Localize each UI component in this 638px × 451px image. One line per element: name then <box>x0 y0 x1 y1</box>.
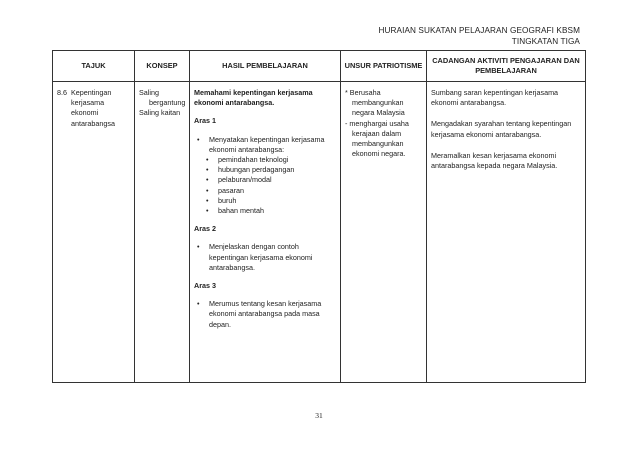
level-2-item: • Menjelaskan dengan contoh kepentingan kerjasama ekonomi antarabangsa. <box>194 242 336 273</box>
patriotism-line: membangunkan <box>352 98 404 108</box>
topic-number: 8.6 <box>57 88 67 97</box>
concept-line: Saling <box>139 88 159 97</box>
list-item: • pelaburan/modal <box>206 175 272 185</box>
patriotism-line: membangunkan <box>352 139 404 149</box>
level-1-item: • Menyatakan kepentingan kerjasama ekonomi antarabangsa: <box>194 135 336 155</box>
column-header-unsur: UNSUR PATRIOTISME <box>341 51 427 82</box>
cell-konsep <box>135 82 190 383</box>
patriotism-line: * Berusaha <box>345 88 381 97</box>
bullet-icon: • <box>206 155 209 165</box>
bullet-icon: • <box>206 195 209 205</box>
bullet-icon: • <box>206 185 209 195</box>
topic-title: Kepentingan kerjasama ekonomi antarabangsa <box>71 88 115 128</box>
column-header-hasil: HASIL PEMBELAJARAN <box>190 51 341 82</box>
cell-cadangan <box>427 82 586 383</box>
document-header <box>379 25 581 47</box>
list-item: • pemindahan teknologi <box>206 155 289 165</box>
learning-outcome-intro: Memahami kepentingan kerjasama ekonomi antarabangsa. <box>194 88 313 108</box>
list-item: • bahan mentah <box>206 206 264 216</box>
bullet-icon: • <box>197 299 200 309</box>
page-number: 31 <box>315 411 323 420</box>
bullet-icon: • <box>206 175 209 185</box>
column-header-konsep: KONSEP <box>135 51 190 82</box>
level-3-item: • Merumus tentang kesan kerjasama ekonomi antarabangsa pada masa depan. <box>194 299 336 330</box>
activity-paragraph: Sumbang saran kepentingan kerjasama ekonomi antarabangsa. <box>431 88 559 108</box>
list-item: • hubungan perdagangan <box>206 165 295 175</box>
cell-hasil <box>190 82 341 383</box>
level-1-heading: Aras 1 <box>194 116 216 126</box>
bullet-icon: • <box>206 206 209 216</box>
patriotism-line: negara Malaysia <box>352 108 405 118</box>
syllabus-table <box>52 50 586 383</box>
cell-tajuk <box>53 82 135 383</box>
column-header-tajuk: TAJUK <box>53 51 135 82</box>
patriotism-line: kerajaan dalam <box>352 128 402 138</box>
activity-paragraph: Mengadakan syarahan tentang kepentingan kerjasama ekonomi antarabangsa. <box>431 119 572 139</box>
level-2-heading: Aras 2 <box>194 224 216 234</box>
concept-line: bergantung <box>149 98 186 108</box>
list-item: • buruh <box>206 195 237 205</box>
patriotism-line: ekonomi negara. <box>352 149 406 159</box>
bullet-icon: • <box>197 134 200 144</box>
header-title: HURAIAN SUKATAN PELAJARAN GEOGRAFI KBSM <box>378 26 580 35</box>
cell-unsur <box>341 82 427 383</box>
concept-line: Saling kaitan <box>139 108 181 118</box>
table-header-row <box>53 51 586 82</box>
table-row <box>53 82 586 383</box>
activity-paragraph: Meramalkan kesan kerjasama ekonomi antarabangsa kepada negara Malaysia. <box>431 150 558 171</box>
bullet-icon: • <box>197 242 200 252</box>
bullet-icon: • <box>206 165 209 175</box>
column-header-cadangan: CADANGAN AKTIVITI PENGAJARAN DAN PEMBELAJARAN <box>427 51 586 82</box>
level-1-sublist <box>194 155 336 216</box>
patriotism-line: - menghargai usaha <box>345 118 409 128</box>
header-subtitle: TINGKATAN TIGA <box>511 37 580 46</box>
level-3-heading: Aras 3 <box>194 281 216 291</box>
list-item: • pasaran <box>206 185 244 195</box>
